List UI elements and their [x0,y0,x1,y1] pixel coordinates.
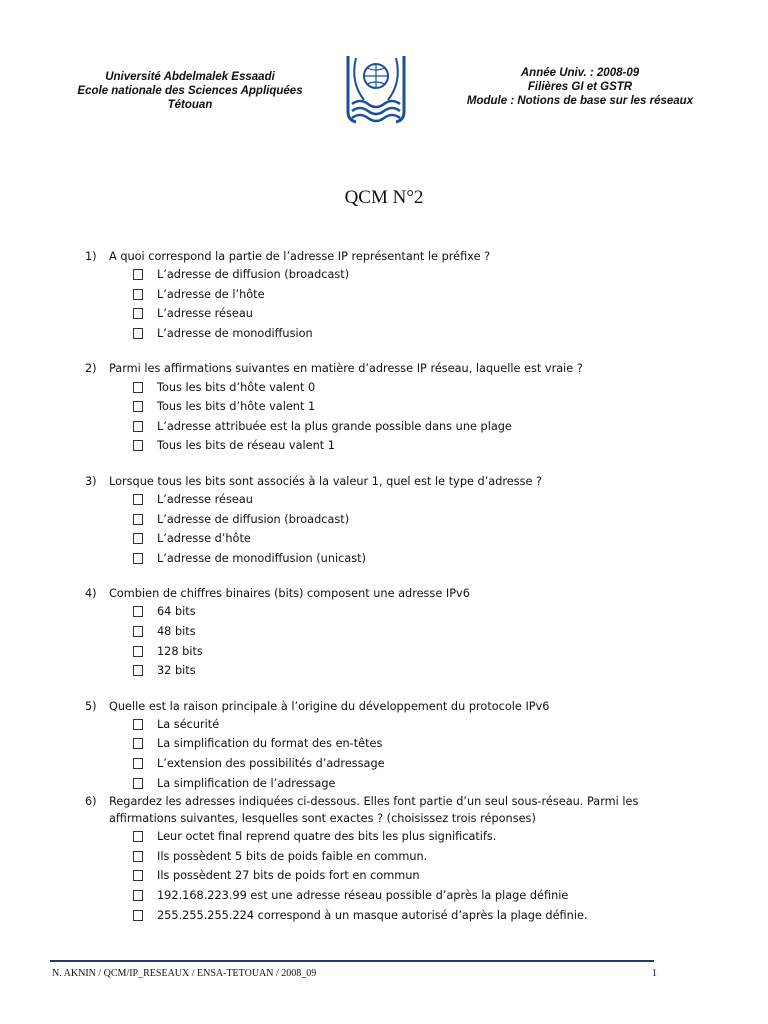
answer-option[interactable] [85,304,665,324]
question-text: Quelle est la raison principale à l’origine du développement du protocole IPv6 [109,699,550,713]
checkbox-icon[interactable] [133,494,143,505]
checkbox-icon[interactable] [133,421,143,432]
answer-option[interactable] [85,602,665,622]
academic-year: Année Univ. : 2008-09 [520,67,640,79]
question-6 [85,793,665,925]
module-name: Module : Notions de base sur les réseaux [466,95,694,107]
school-name: Ecole nationale des Sciences Appliquées [77,85,303,97]
checkbox-icon[interactable] [133,514,143,525]
option-label: Ils possèdent 5 bits de poids faible en commun. [157,849,428,863]
question-3 [85,473,665,568]
option-label: Leur octet final reprend quatre des bits les plus significatifs. [157,830,497,844]
option-label: L’adresse de monodiffusion [157,327,313,341]
option-label: L’adresse réseau [157,307,253,321]
option-label: 255.255.255.224 correspond à un masque autorisé d’après la plage définie. [157,908,588,922]
checkbox-icon[interactable] [133,778,143,789]
checkbox-icon[interactable] [133,440,143,451]
option-label: 64 bits [157,605,196,619]
question-number: 6) [85,794,97,808]
question-number: 1) [85,250,97,263]
question-text: Regardez les adresses indiquées ci-dessous. Elles font partie d’un seul sous-réseau. Parmi les affirmations suivantes, lesquelles sont exactes ? (choisissez trois réponses) [109,794,639,825]
question-text: Combien de chiffres binaires (bits) composent une adresse IPv6 [109,587,470,601]
question-text: Lorsque tous les bits sont associés à la valeur 1, quel est le type d’adresse ? [109,474,543,488]
answer-option[interactable] [85,529,665,549]
checkbox-icon[interactable] [133,890,143,901]
answer-option[interactable] [85,377,665,397]
university-name: Université Abdelmalek Essaadi [105,71,275,83]
answer-option[interactable] [85,285,665,305]
institution-header [40,70,340,112]
option-label: 128 bits [157,644,203,658]
question-number: 5) [85,699,97,713]
answer-option[interactable] [85,886,665,906]
question-number: 4) [85,587,97,601]
checkbox-icon[interactable] [133,870,143,881]
answer-option[interactable] [85,827,665,847]
answer-option[interactable] [85,754,665,774]
checkbox-icon[interactable] [133,646,143,657]
footer-reference: N. AKNIN / QCM/IP_RESEAUX / ENSA-TETOUAN / 2008_09 [52,968,317,979]
option-label: 192.168.223.99 est une adresse réseau possible d’après la plage définie [157,888,569,902]
answer-option[interactable] [85,715,665,735]
answer-option[interactable] [85,436,665,456]
option-label: La simplification de l’adressage [157,776,336,790]
checkbox-icon[interactable] [133,328,143,339]
checkbox-icon[interactable] [133,910,143,921]
option-label: Tous les bits d’hôte valent 0 [157,380,316,394]
question-5 [85,698,665,793]
answer-option[interactable] [85,265,665,285]
question-2 [85,360,665,455]
answer-option[interactable] [85,397,665,417]
question-list [85,248,665,925]
answer-option[interactable] [85,549,665,569]
checkbox-icon[interactable] [133,289,143,300]
programs: Filières GI et GSTR [527,81,633,93]
option-label: L’adresse de diffusion (broadcast) [157,268,350,282]
option-label: La simplification du format des en-têtes [157,737,383,751]
checkbox-icon[interactable] [133,308,143,319]
option-label: L’adresse de monodiffusion (unicast) [157,551,366,565]
checkbox-icon[interactable] [133,738,143,749]
answer-option[interactable] [85,509,665,529]
answer-option[interactable] [85,622,665,642]
answer-option[interactable] [85,905,665,925]
checkbox-icon[interactable] [133,626,143,637]
question-number: 2) [85,362,97,376]
option-label: L’adresse de diffusion (broadcast) [157,512,350,526]
answer-option[interactable] [85,734,665,754]
question-text: A quoi correspond la partie de l’adresse IP représentant le préfixe ? [109,250,491,263]
checkbox-icon[interactable] [133,269,143,280]
option-label: Ils possèdent 27 bits de poids fort en commun [157,869,420,883]
checkbox-icon[interactable] [133,831,143,842]
university-logo-icon [342,52,410,130]
question-4 [85,585,665,680]
option-label: L’adresse attribuée est la plus grande possible dans une plage [157,419,512,433]
checkbox-icon[interactable] [133,382,143,393]
answer-option[interactable] [85,490,665,510]
question-text: Parmi les affirmations suivantes en matière d’adresse IP réseau, laquelle est vraie ? [109,362,583,376]
answer-option[interactable] [85,324,665,344]
option-label: Tous les bits d’hôte valent 1 [157,400,316,414]
option-label: L’adresse réseau [157,493,253,507]
option-label: L’extension des possibilités d’adressage [157,756,385,770]
page-number: 1 [652,968,657,979]
checkbox-icon[interactable] [133,758,143,769]
answer-option[interactable] [85,641,665,661]
option-label: L’adresse d’hôte [157,532,251,546]
page-title: QCM N°2 [344,187,424,208]
checkbox-icon[interactable] [133,665,143,676]
footer-divider [50,960,654,962]
option-label: Tous les bits de réseau valent 1 [157,439,335,453]
checkbox-icon[interactable] [133,606,143,617]
option-label: L’adresse de l’hôte [157,287,265,301]
answer-option[interactable] [85,846,665,866]
checkbox-icon[interactable] [133,401,143,412]
checkbox-icon[interactable] [133,533,143,544]
course-header [430,66,730,108]
city-name: Tétouan [167,99,213,111]
question-1 [85,248,665,343]
question-number: 3) [85,474,97,488]
checkbox-icon[interactable] [133,553,143,564]
answer-option[interactable] [85,661,665,681]
option-label: 48 bits [157,625,196,639]
checkbox-icon[interactable] [133,719,143,730]
checkbox-icon[interactable] [133,851,143,862]
answer-option[interactable] [85,866,665,886]
answer-option[interactable] [85,417,665,437]
option-label: La sécurité [157,717,220,731]
option-label: 32 bits [157,664,196,678]
answer-option[interactable] [85,773,665,793]
